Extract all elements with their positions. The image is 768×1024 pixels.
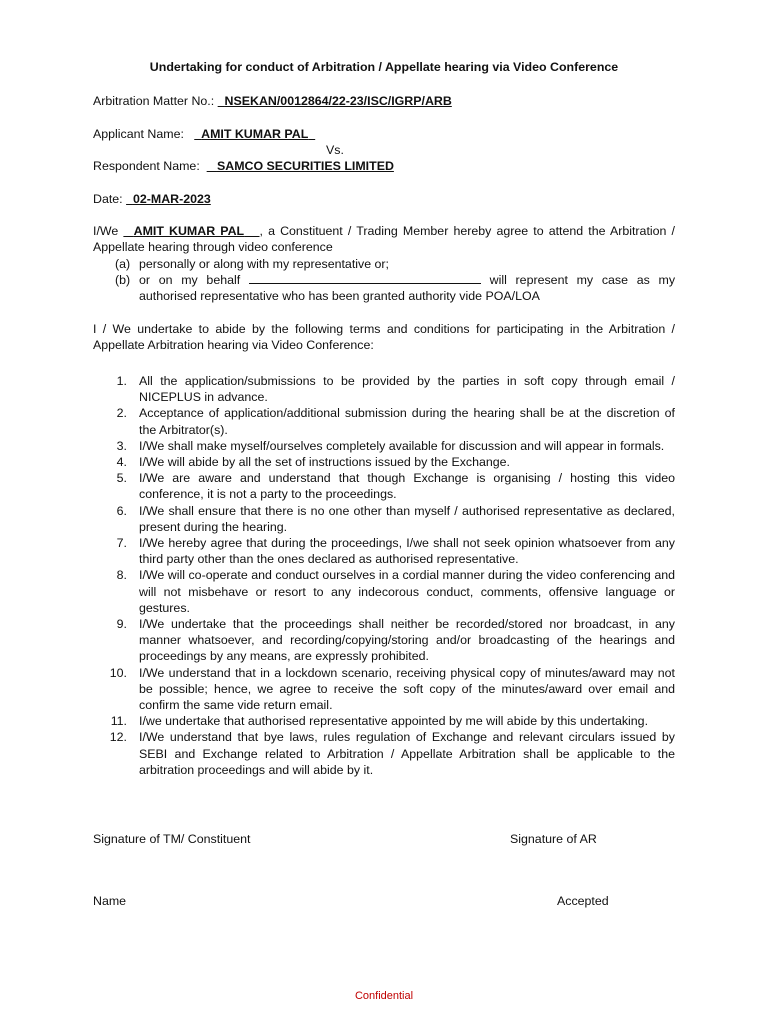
agreement-prefix: I/We — [93, 224, 119, 238]
option-a — [115, 256, 675, 272]
list-item: 9. I/We undertake that the proceedings shall neither be recorded/stored nor broadcast, in any manner whatsoever, and recording/copying/storing and/or broadcasting of the hearings and proceedings by any means, are expressly prohibited. — [116, 617, 675, 664]
date-value: 02-MAR-2023 — [132, 192, 211, 206]
signature-ar-label: Signature of AR — [510, 832, 597, 846]
option-b-text: or on my behalf will represent my case as my authorised representative who has been granted authority vide POA/LOA — [139, 273, 676, 304]
matter-number-label: Arbitration Matter No.: — [93, 94, 215, 108]
respondent-name-value: SAMCO SECURITIES LIMITED — [216, 159, 394, 173]
list-item: 1. All the application/submissions to be provided by the parties in soft copy through email / NICEPLUS in advance. — [116, 374, 675, 405]
terms-intro: I / We undertake to abide by the following terms and conditions for participating in the Arbitration / Appellate Arbitration hearing via Video Conference: — [93, 322, 675, 353]
respondent-name-field — [93, 158, 394, 174]
respondent-name-label: Respondent Name: — [93, 159, 200, 173]
versus-label: Vs. — [326, 143, 344, 157]
list-item: 10. I/We understand that in a lockdown scenario, receiving physical copy of minutes/award may not be possible; hence, we agree to receive the soft copy of the minutes/award over email and confirm the same vide return email. — [109, 665, 675, 713]
matter-number-value: NSEKAN/0012864/22-23/ISC/IGRP/ARB — [224, 94, 452, 108]
signature-tm-label: Signature of TM/ Constituent — [93, 832, 251, 846]
confidential-footer: Confidential — [354, 990, 414, 1002]
list-item: 3. I/We shall make myself/ourselves completely available for discussion and will appear in formals. — [116, 438, 665, 453]
applicant-name-value: AMIT KUMAR PAL — [201, 127, 309, 141]
agreement-paragraph — [93, 223, 675, 255]
terms-list — [93, 373, 675, 778]
option-b-label: (b) — [115, 273, 131, 287]
list-item: 5. I/We are aware and understand that though Exchange is organising / hosting this video conference, it is not a party to the proceedings. — [116, 471, 675, 502]
name-label: Name — [93, 894, 127, 908]
date-label: Date: — [93, 192, 123, 206]
option-a-label: (a) — [115, 257, 131, 271]
list-item: 8. I/We will co-operate and conduct ourselves in a cordial manner during the video conferencing and will not misbehave or resort to any indecorous conduct, comments, offensive language or gestures. — [116, 568, 675, 615]
accepted-label: Accepted — [557, 894, 609, 908]
list-item: 7. I/We hereby agree that during the proceedings, I/we shall not seek opinion whatsoever from any third party other than the ones declared as authorised representative. — [116, 536, 675, 567]
list-item: 12. I/We understand that bye laws, rules regulation of Exchange and relevant circulars issued by SEBI and Exchange related to Arbitration / Appellate Arbitration shall be applicable to the arbitration proceedings and will abide by it. — [109, 730, 675, 777]
list-item: 4. I/We will abide by all the set of instructions issued by the Exchange. — [116, 455, 510, 470]
list-item: 11. I/we undertake that authorised representative appointed by me will abide by this undertaking. — [110, 714, 649, 729]
applicant-name-label: Applicant Name: — [93, 127, 184, 141]
agreement-name: AMIT KUMAR PAL — [133, 224, 245, 238]
list-item: 6. I/We shall ensure that there is no one other than myself / authorised representative as declared, present during the hearing. — [116, 503, 675, 534]
representative-blank-line — [249, 272, 481, 284]
document-title: Undertaking for conduct of Arbitration / Appellate hearing via Video Conference — [149, 60, 619, 74]
applicant-name-field — [93, 126, 315, 142]
date-field — [93, 191, 211, 207]
option-a-text: personally or along with my representative or; — [139, 257, 389, 271]
list-item: 2. Acceptance of application/additional submission during the hearing shall be at the discretion of the Arbitrator(s). — [116, 406, 675, 437]
agreement-text: , a Constituent / Trading Member hereby agree to attend the Arbitration / Appellate hearing through video conference — [93, 224, 675, 255]
option-b — [115, 272, 675, 304]
matter-number-field — [93, 93, 452, 109]
